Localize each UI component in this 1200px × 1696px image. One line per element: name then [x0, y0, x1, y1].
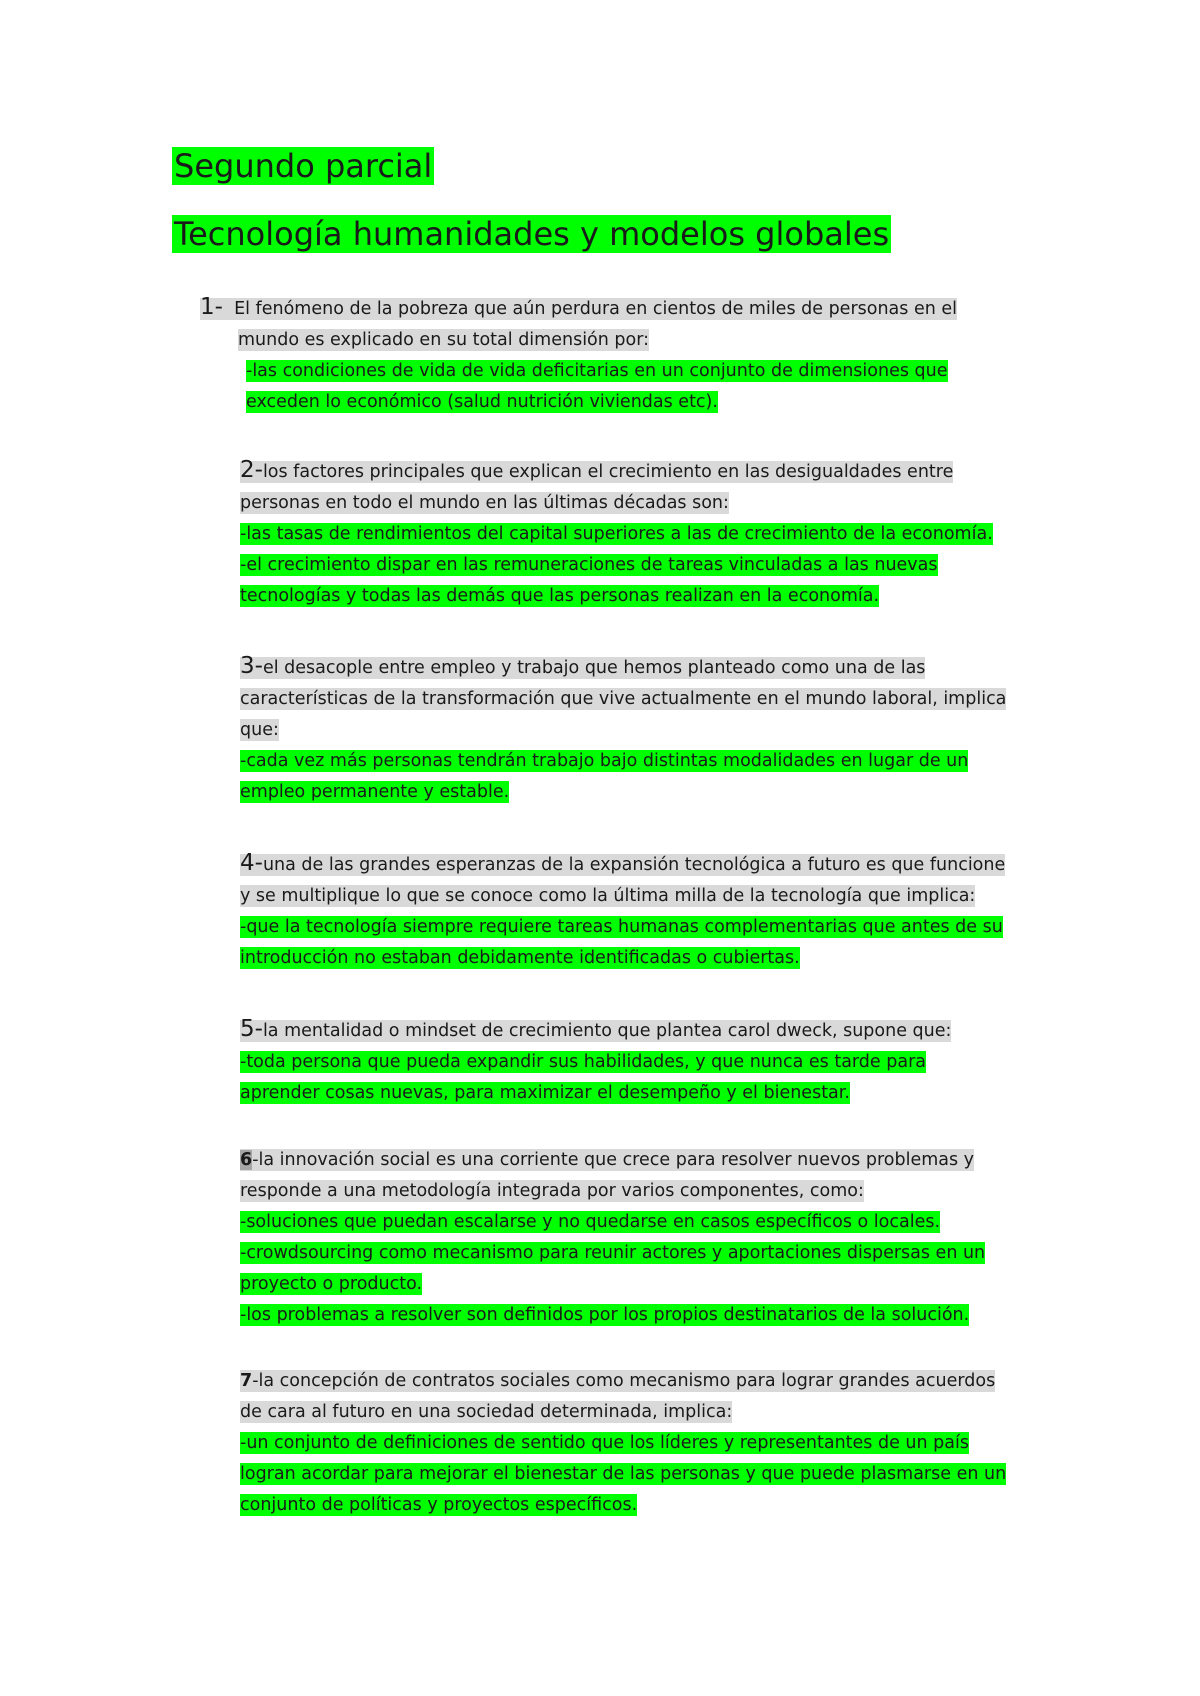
answer-text: -las tasas de rendimientos del capital superiores a las de crecimiento de la economía.	[240, 524, 993, 544]
question-text: que:	[240, 720, 279, 740]
question-text: una de las grandes esperanzas de la expansión tecnológica a futuro es que funcione	[262, 855, 1006, 875]
document-subtitle: Tecnología humanidades y modelos globales	[174, 215, 890, 253]
answer-text: -soluciones que puedan escalarse y no quedarse en casos específicos o locales.	[240, 1212, 941, 1232]
answer-text: conjunto de políticas y proyectos específicos.	[240, 1495, 638, 1515]
question-text: y se multiplique lo que se conoce como la última milla de la tecnología que implica:	[240, 886, 976, 906]
answer-text: -las condiciones de vida de vida deficitarias en un conjunto de dimensiones que	[246, 361, 948, 381]
answer-text: empleo permanente y estable.	[240, 782, 510, 802]
question-text: la innovación social es una corriente que crece para resolver nuevos problemas y	[258, 1150, 975, 1170]
question-number-suffix: -	[252, 1371, 259, 1391]
question-6	[240, 1145, 1080, 1331]
question-text: El fenómeno de la pobreza que aún perdura en cientos de miles de personas en el	[234, 299, 958, 319]
question-number: 5-	[240, 1016, 263, 1042]
answer-text: logran acordar para mejorar el bienestar de las personas y que puede plasmarse en un	[240, 1464, 1007, 1484]
question-4	[240, 848, 1080, 974]
answer-text: -toda persona que pueda expandir sus habilidades, y que nunca es tarde para	[240, 1052, 926, 1072]
question-text: personas en todo el mundo en las últimas décadas son:	[240, 493, 729, 513]
question-text: mundo es explicado en su total dimensión por:	[238, 330, 650, 350]
question-1	[200, 292, 1040, 418]
answer-text: -crowdsourcing como mecanismo para reunir actores y aportaciones dispersas en un	[240, 1243, 986, 1263]
document-title: Segundo parcial	[174, 147, 433, 185]
question-number: 1-	[200, 294, 223, 320]
question-text: de cara al futuro en una sociedad determinada, implica:	[240, 1402, 733, 1422]
answer-text: exceden lo económico (salud nutrición viviendas etc).	[246, 392, 718, 412]
answer-text: -los problemas a resolver son definidos por los propios destinatarios de la solución.	[240, 1305, 970, 1325]
question-number-suffix: -	[252, 1150, 259, 1170]
question-text: características de la transformación que vive actualmente en el mundo laboral, implica	[240, 689, 1007, 709]
answer-text: proyecto o producto.	[240, 1274, 423, 1294]
question-2	[240, 455, 1080, 612]
question-7	[240, 1366, 1080, 1521]
question-number: 6	[240, 1150, 253, 1170]
answer-text: -cada vez más personas tendrán trabajo bajo distintas modalidades en lugar de un	[240, 751, 969, 771]
question-number: 7	[240, 1371, 253, 1391]
answer-text: introducción no estaban debidamente identificadas o cubiertas.	[240, 948, 800, 968]
answer-text: tecnologías y todas las demás que las personas realizan en la economía.	[240, 586, 880, 606]
question-number: 2-	[240, 457, 263, 483]
question-text: la mentalidad o mindset de crecimiento que plantea carol dweck, supone que:	[262, 1021, 952, 1041]
answer-text: -que la tecnología siempre requiere tareas humanas complementarias que antes de su	[240, 917, 1003, 937]
answer-text: aprender cosas nuevas, para maximizar el desempeño y el bienestar.	[240, 1083, 850, 1103]
question-number: 4-	[240, 850, 263, 876]
question-text: responde a una metodología integrada por varios componentes, como:	[240, 1181, 864, 1201]
question-text: el desacople entre empleo y trabajo que hemos planteado como una de las	[262, 658, 926, 678]
question-text: los factores principales que explican el crecimiento en las desigualdades entre	[262, 462, 954, 482]
question-5	[240, 1014, 1080, 1109]
answer-text: -el crecimiento dispar en las remuneraciones de tareas vinculadas a las nuevas	[240, 555, 938, 575]
question-number: 3-	[240, 653, 263, 679]
answer-text: -un conjunto de definiciones de sentido que los líderes y representantes de un país	[240, 1433, 969, 1453]
question-3	[240, 651, 1080, 808]
question-text: la concepción de contratos sociales como mecanismo para lograr grandes acuerdos	[258, 1371, 996, 1391]
